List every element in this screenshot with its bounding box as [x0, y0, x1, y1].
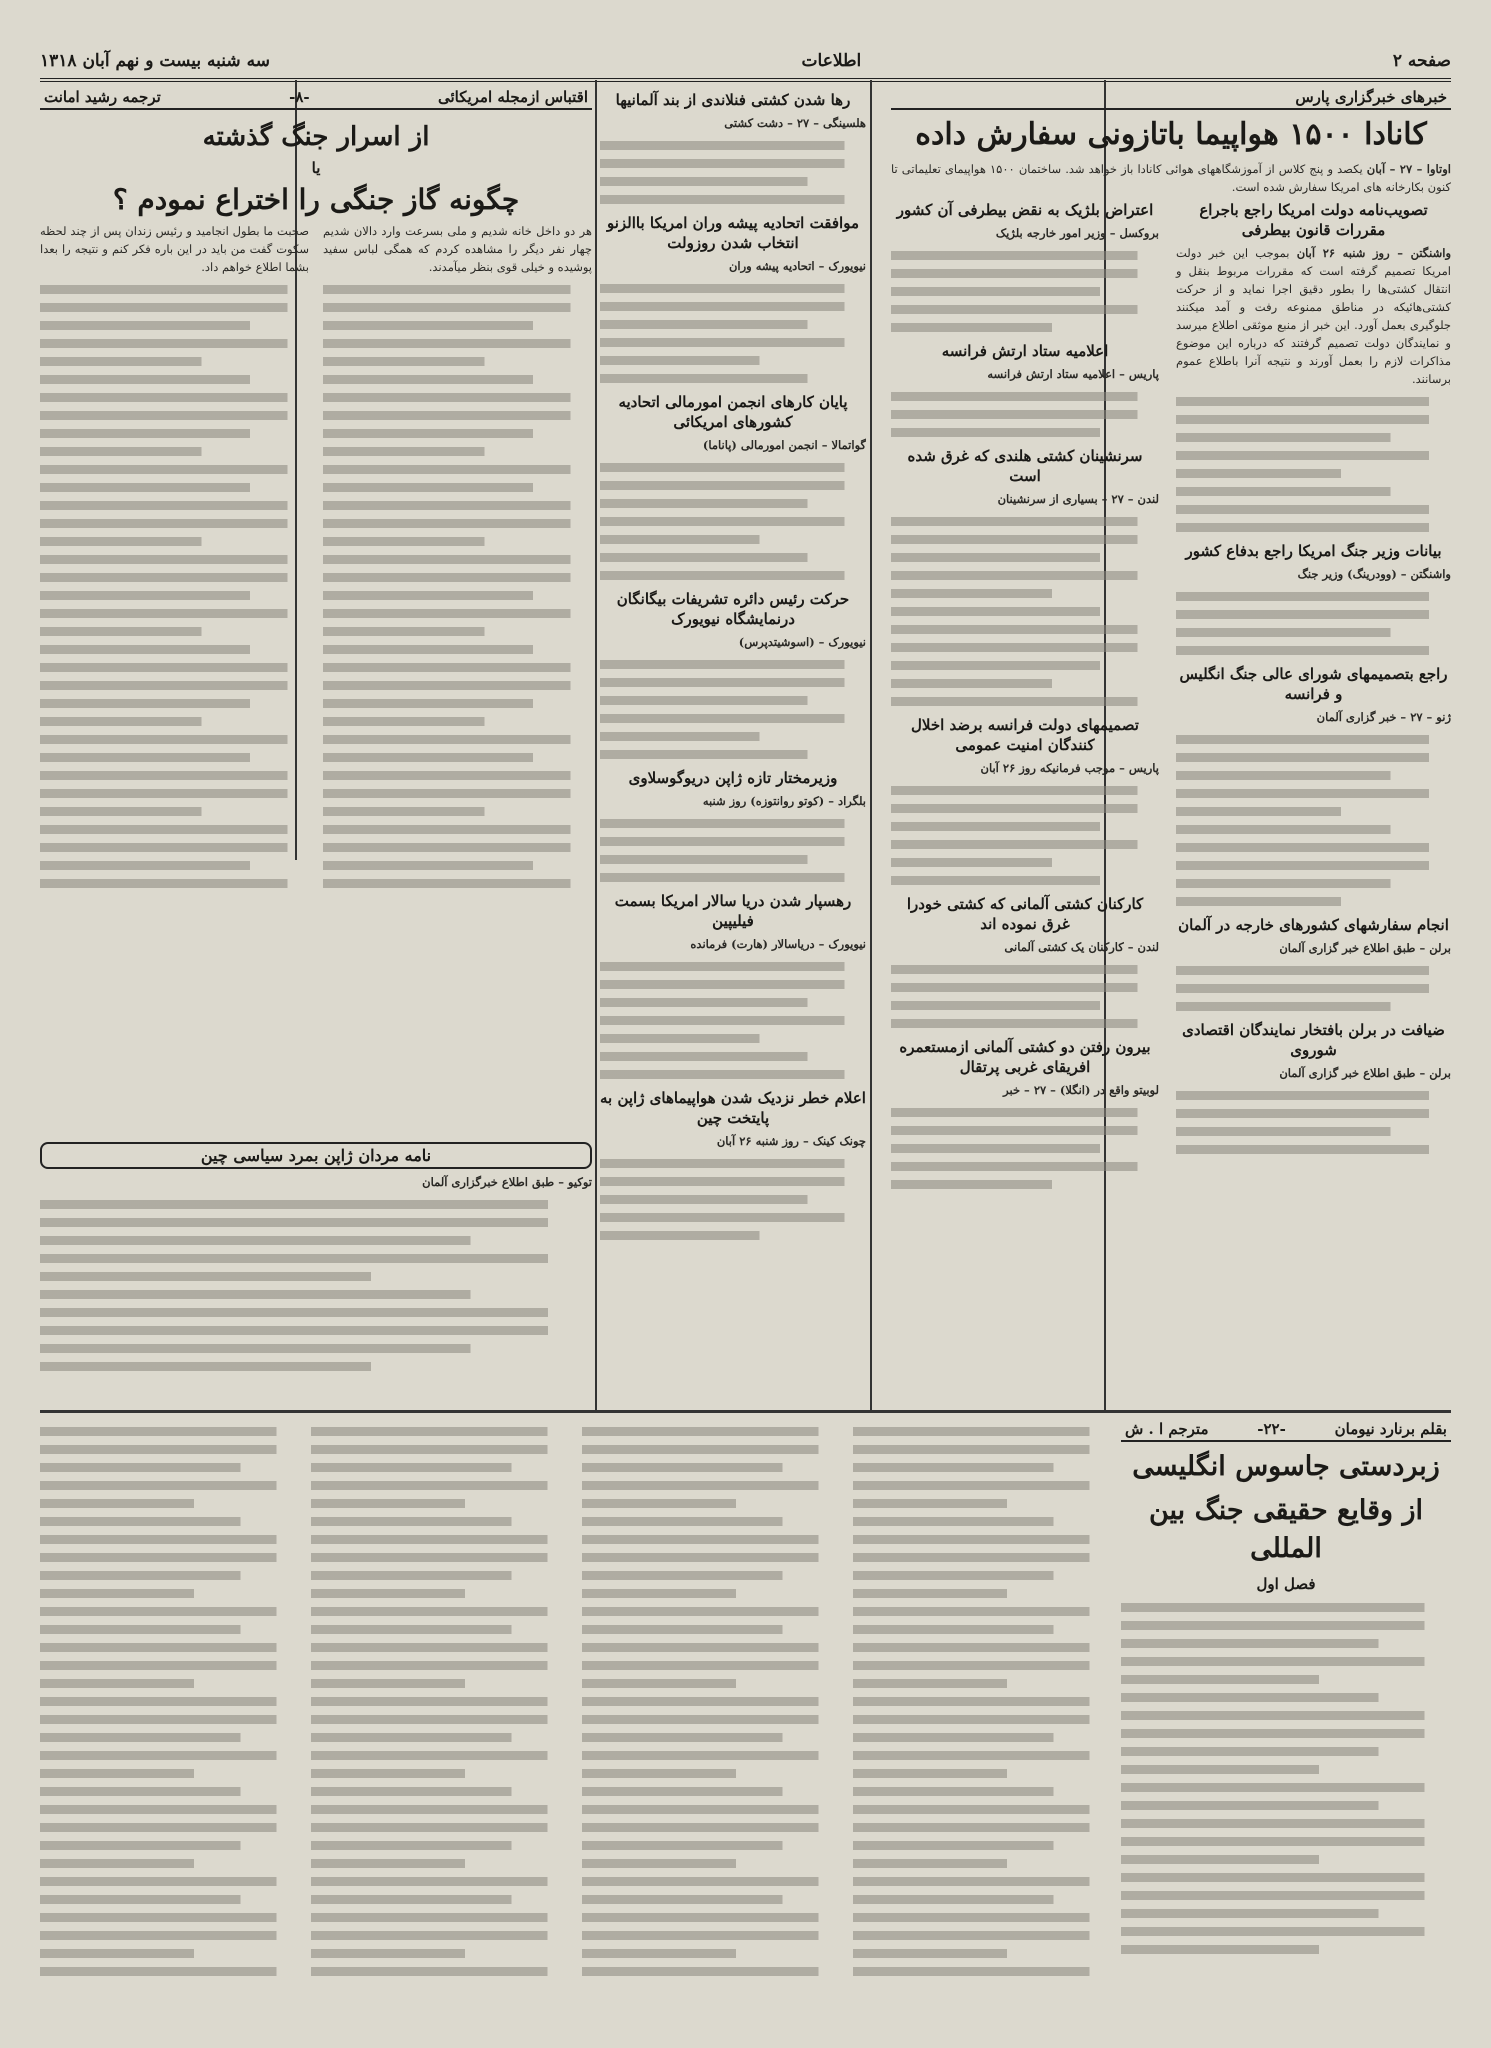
column-rule — [595, 80, 597, 1410]
serial-title-2: از وقایع حقیقی جنگ بین المللی — [1148, 1495, 1424, 1564]
body-text-lines — [600, 284, 866, 383]
feature-subtitle: چگونه گاز جنگی را اختراع نمودم ؟ — [112, 183, 520, 216]
dateline: ژنو – ۲۷ – خبر گزاری آلمان — [1316, 710, 1451, 724]
serial-body — [40, 1418, 1110, 2028]
body-text-lines — [323, 285, 592, 888]
body-text-lines — [1176, 966, 1451, 1011]
news-column-1 — [891, 86, 1451, 1404]
page-number: صفحه ۲ — [1392, 51, 1451, 71]
body-text-lines — [600, 819, 866, 882]
subheading: پایان کارهای انجمن امورمالی اتحادیه کشورهای امریکائی — [618, 393, 848, 431]
dateline: لندن – کارکنان یک کشتی آلمانی — [1004, 940, 1159, 954]
subheading: اعتراض بلژیک به نقض بیطرفی آن کشور — [896, 201, 1154, 219]
subheading: بیرون رفتن دو کشتی آلمانی ازمستعمره افریقای غربی پرتقال — [899, 1038, 1151, 1076]
feature-article — [40, 86, 592, 1126]
newspaper-name: اطلاعات — [801, 51, 862, 71]
dateline: نیویورک – اتحادیه پیشه وران — [728, 259, 866, 273]
serial-header — [1121, 1418, 1451, 2028]
body-text-lines — [891, 392, 1159, 437]
subheading: اعلامیه ستاد ارتش فرانسه — [941, 342, 1109, 360]
feature-body — [40, 222, 592, 897]
subheading: تصویب‌نامه دولت امریکا راجع باجراع مقررات قانون بیطرفی — [1199, 201, 1428, 239]
japan-letter-box — [40, 1138, 592, 1404]
subheading: سرنشینان کشتی هلندی که غرق شده است — [907, 447, 1143, 485]
subheading: وزیرمختار تازه ژاپن دریوگوسلاوی — [628, 769, 838, 787]
serial-author: بقلم برنارد نیومان — [1334, 1420, 1447, 1438]
dateline: گواتمالا – انجمن امورمالی (پاناما) — [702, 438, 866, 452]
subheading: ضیافت در برلن بافتخار نمایندگان اقتصادی شوروی — [1182, 1021, 1445, 1059]
body-text-lines — [1176, 397, 1451, 532]
section-rule — [40, 1410, 1451, 1413]
subheading: کارکنان کشتی آلمانی که کشتی خودرا غرق نموده اند — [906, 895, 1144, 933]
body-text-lines — [600, 1159, 866, 1240]
body-text-lines — [1176, 735, 1451, 906]
serial-bar — [1121, 1418, 1451, 1442]
subheading: انجام سفارشهای کشورهای خارجه در آلمان — [1178, 916, 1449, 934]
dateline: نیویورک – (اسوشیتدپرس) — [738, 635, 866, 649]
feature-connector: یا — [311, 159, 321, 177]
subheading: حرکت رئیس دائره تشریفات بیگانگان درنمایشگاه نیویورک — [616, 590, 850, 628]
body-text-lines — [582, 1427, 839, 1976]
dateline: برلن – طبق اطلاع خبر گزاری آلمان — [1279, 941, 1451, 955]
article-text: یکصد و پنج کلاس از آموزشگاههای هوائی کانادا باز خواهد شد. ساختمان ۱۵۰۰ هواپیمای تعلیماتی تا کنون بکارخانه های امریکا سفارش شده است. — [891, 162, 1451, 194]
body-text-lines — [40, 1200, 592, 1371]
subcolumn-left — [891, 196, 1159, 1198]
body-text-lines — [891, 517, 1159, 706]
body-text-lines — [311, 1427, 568, 1976]
body-text-lines — [1121, 1603, 1451, 1954]
news-column-2 — [600, 86, 866, 1404]
subheading: رها شدن کشتی فنلاندی از بند آلمانیها — [615, 91, 851, 109]
issue-date: سه شنبه بیست و نهم آبان ۱۳۱۸ — [40, 51, 270, 71]
subheading: تصمیمهای دولت فرانسه برضد اخلال کنندگان امنیت عمومی — [911, 716, 1139, 754]
article-text: این خبر از منبع موثقی اطلاع میرسد و نمایندگان دولت تصمیم گرفتند که درباره این موضوع مذاکرات لازم را بعمل آورند و نتیجه آنرا باطلاع عموم برسانند. — [1176, 318, 1451, 386]
feature-column — [40, 222, 309, 897]
article-text: صحبت ما بطول انجامید و رئیس زندان پس از چند لحظه سکوت گفت من باید در این باره فکر کنم و نتیجه را بعدا بشما اطلاع خواهم داد. — [40, 224, 309, 274]
serial-translator: مترجم ا . ش — [1125, 1420, 1209, 1438]
subheading: رهسپار شدن دریا سالار امریکا بسمت فیلیپین — [614, 892, 852, 930]
body-text-lines — [600, 141, 866, 204]
subheading: موافقت اتحادیه پیشه وران امریکا باالزنو انتخاب شدن روزولت — [606, 214, 860, 252]
body-text-lines — [40, 285, 309, 888]
dateline: لندن – ۲۷ – بسیاری از سرنشینان — [997, 492, 1159, 506]
feature-source: اقتباس ازمجله امریکائی — [437, 88, 588, 106]
serial-column — [853, 1418, 1110, 2028]
feature-title: از اسرار جنگ گذشته — [202, 122, 430, 152]
body-text-lines — [600, 660, 866, 759]
body-text-lines — [600, 463, 866, 580]
dateline: واشنگتن – روز شنبه ۲۶ آبان — [1296, 246, 1451, 260]
section-title: خبرهای خبرگزاری پارس — [1295, 88, 1447, 106]
article-text: هر دو داخل خانه شدیم و ملی بسرعت وارد دالان شدیم چهار نفر دیگر را مشاهده کردم که همگی لباس سفید پوشیده و خیلی قوی بنظر میآمدند. — [323, 224, 592, 274]
serial-column — [311, 1418, 568, 2028]
feature-header-bar — [40, 86, 592, 110]
body-text-lines — [891, 965, 1159, 1028]
box-title: نامه مردان ژاپن بمرد سیاسی چین — [40, 1142, 592, 1169]
dateline: اوتاوا – ۲۷ – آبان — [1366, 162, 1451, 176]
dateline: هلسینگی – ۲۷ – دشت کشتی — [724, 116, 866, 130]
dateline: بروکسل – وزیر امور خارجه بلژیک — [995, 226, 1159, 240]
dateline: لوبیتو واقع در (انگلا) – ۲۷ – خبر — [1003, 1083, 1159, 1097]
serial-number: -۲۲- — [1257, 1420, 1286, 1438]
dateline: چونک کینک – روز شنبه ۲۶ آبان — [716, 1134, 866, 1148]
dateline: برلن – طبق اطلاع خبر گزاری آلمان — [1279, 1066, 1451, 1080]
body-text-lines — [891, 251, 1159, 332]
serial-column — [40, 1418, 297, 2028]
body-text-lines — [853, 1427, 1110, 1976]
headline: کانادا ۱۵۰۰ هواپیما باتازونی سفارش داده — [915, 117, 1427, 152]
body-text-lines — [1176, 592, 1451, 655]
subheading: اعلام خطر نزدیک شدن هواپیماهای ژاپن به پایتخت چین — [600, 1089, 866, 1127]
column-rule — [870, 80, 872, 1410]
body-text-lines — [891, 786, 1159, 885]
subheading: راجع بتصمیمهای شورای عالی جنگ انگلیس و فرانسه — [1179, 665, 1448, 703]
dateline: پاریس – اعلامیه ستاد ارتش فرانسه — [987, 367, 1159, 381]
serial-title: زبردستی جاسوس انگلیسی — [1132, 1451, 1440, 1482]
body-text-lines — [40, 1427, 297, 1976]
article-text: بموجب این خبر دولت امریکا تصمیم گرفته است که مقررات مربوط بنقل و انتقال کشتی‌ها را بطور دقیق اجرا نماید و از حرکت کشتی‌هائیکه در مناطق ممنوعه رفت و آمد میکنند جلوگیری بعمل آورد. — [1176, 246, 1451, 332]
dateline: واشنگتن – (وودرینگ) وزیر جنگ — [1297, 567, 1451, 581]
feature-column — [323, 222, 592, 897]
dateline: توکیو – طبق اطلاع خبرگزاری آلمان — [422, 1175, 592, 1189]
body-text-lines — [891, 1108, 1159, 1189]
body-text-lines — [600, 962, 866, 1079]
dateline: پاریس – موجب فرمانیکه روز ۲۶ آبان — [980, 761, 1159, 775]
body-text-lines — [1176, 1091, 1451, 1154]
serial-column — [582, 1418, 839, 2028]
feature-number: -۸- — [289, 88, 310, 106]
subheading: بیانات وزیر جنگ امریکا راجع بدفاع کشور — [1185, 542, 1442, 560]
subcolumn-right — [1176, 196, 1451, 1163]
dateline: نیویورک – دریاسالار (هارت) فرمانده — [690, 937, 866, 951]
feature-translator: ترجمه رشید امانت — [44, 88, 161, 106]
serial-chapter: فصل اول — [1256, 1575, 1316, 1593]
masthead — [40, 44, 1451, 82]
dateline: بلگراد – (کوتو روانتوزه) روز شنبه — [702, 794, 866, 808]
section-bar — [891, 86, 1451, 110]
